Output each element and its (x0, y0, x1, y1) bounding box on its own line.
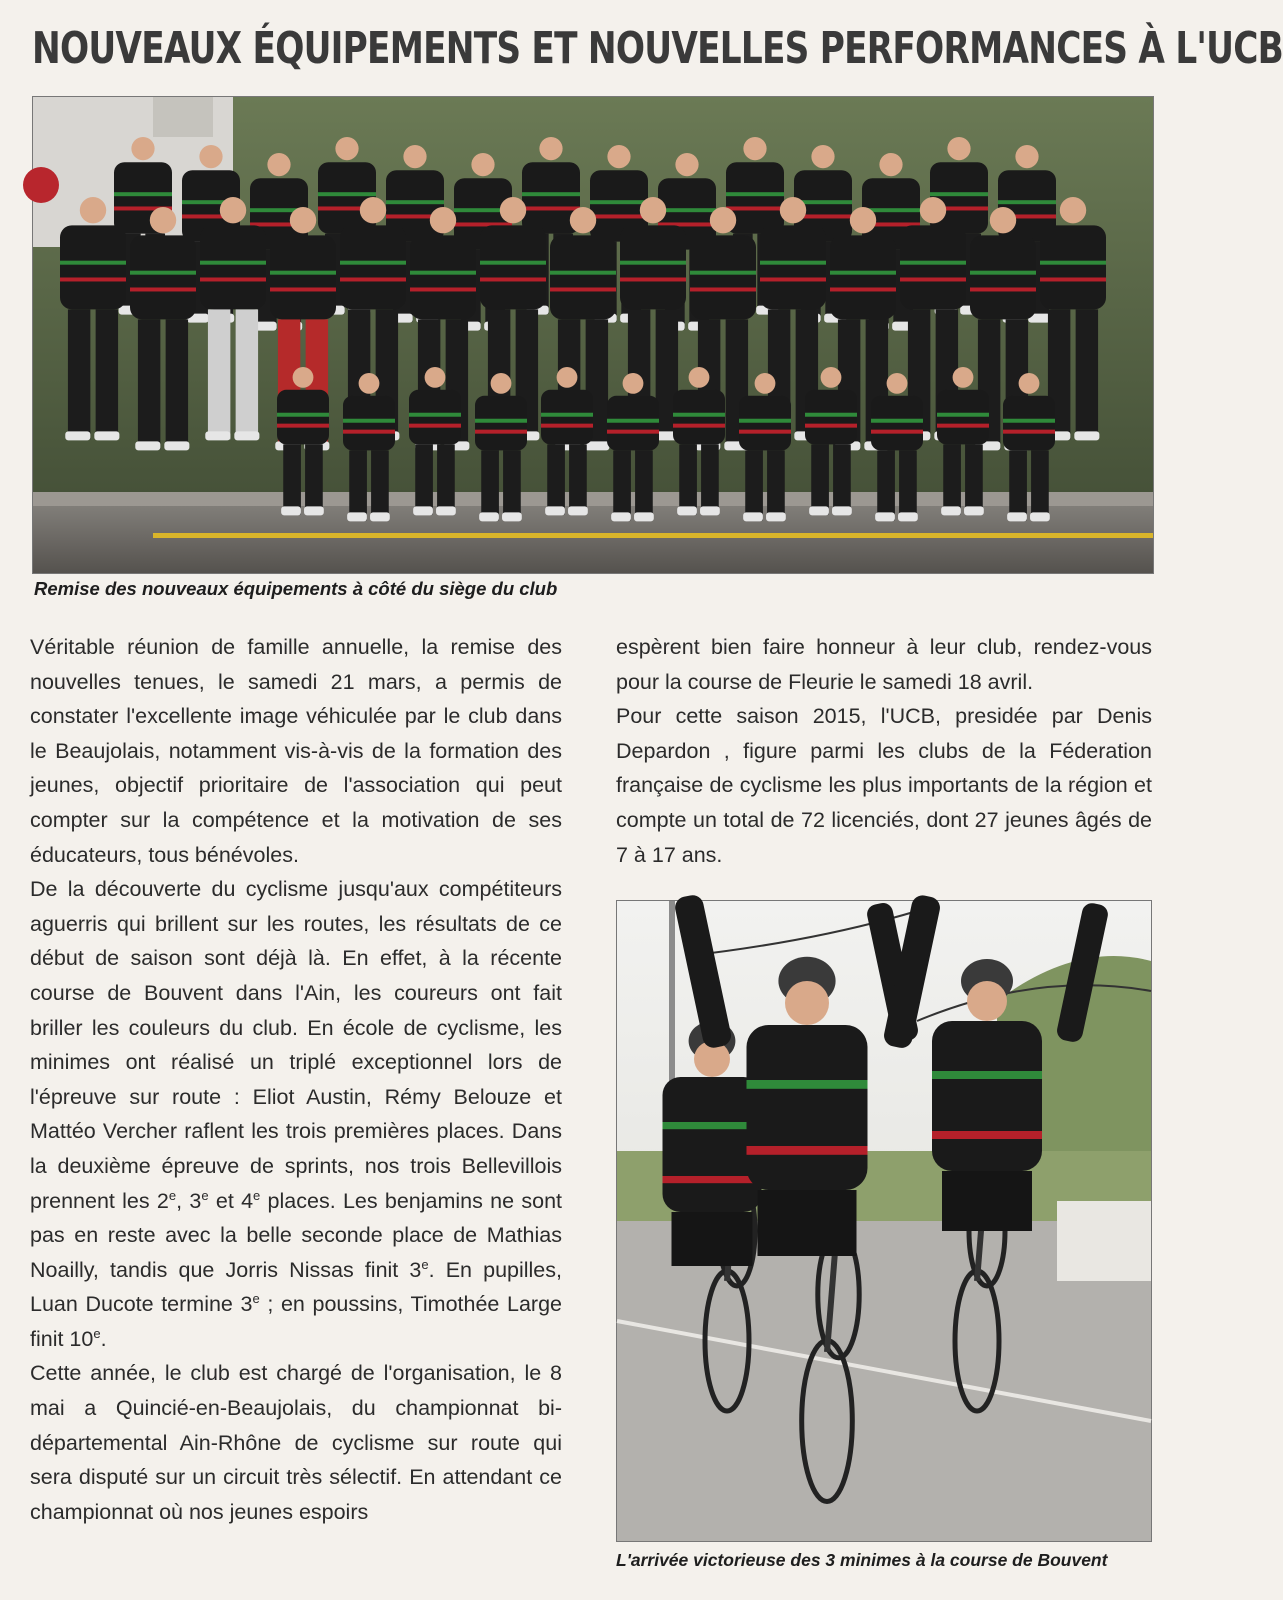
paragraph-intro: Véritable réunion de famille annuelle, la remise des nouvelles tenues, le samedi 21 mars, a permis de constater l'excellente image véhiculée par le club dans le Beaujolais, notamment vis-à-vis de la formation des jeunes, objectif prioritaire de l'association qui peut compter sur la compétence et la motivation de ses éducateurs, tous bénévoles. (30, 635, 562, 867)
article-headline: NOUVEAUX ÉQUIPEMENTS ET NOUVELLES PERFORMANCES À L'UCB (32, 23, 1283, 74)
paragraph-continuation: espèrent bien faire honneur à leur club, rendez-vous pour la course de Fleurie le samedi 18 avril. (616, 635, 1152, 694)
article-column-left (30, 630, 562, 1529)
team-photo-image (33, 97, 1153, 573)
finish-photo-caption: L'arrivée victorieuse des 3 minimes à la course de Bouvent (616, 1550, 1108, 1570)
finish-photo (616, 900, 1152, 1542)
paragraph-results: De la découverte du cyclisme jusqu'aux compétiteurs aguerris qui brillent sur les routes, les résultats de ce début de saison sont déjà là. En effet, à la récente course de Bouvent dans l'Ain, les coureurs ont fait briller les couleurs du club. En école de cyclisme, les minimes ont réalisé un triplé exceptionnel lors de l'épreuve sur route : Eliot Austin, Rémy Belouze et Mattéo Vercher raflent les trois premières places. Dans la deuxième épreuve de sprints, nos trois Bellevillois prennent les 2e, 3e et 4e places. Les benjamins ne sont pas en reste avec la belle seconde place de Mathias Noailly, tandis que Jorris Nissas finit 3e. En pupilles, Luan Ducote termine 3e ; en poussins, Timothée Large finit 10e. (30, 877, 563, 1351)
article-column-right (616, 630, 1152, 872)
team-photo-caption: Remise des nouveaux équipements à côté du siège du club (34, 578, 558, 599)
paragraph-season: Pour cette saison 2015, l'UCB, presidée par Denis Depardon , figure parmi les clubs de la Féderation française de cyclisme les plus importants de la région et compte un total de 72 licenciés, dont 27 jeunes âgés de 7 à 17 ans. (616, 704, 1152, 867)
paragraph-championship: Cette année, le club est chargé de l'organisation, le 8 mai a Quincié-en-Beaujolais, du championnat bi-départemental Ain-Rhône de cyclisme sur route qui sera disputé sur un circuit très sélectif. En attendant ce championnat où nos jeunes espoirs (30, 1361, 562, 1524)
team-photo (32, 96, 1154, 574)
finish-photo-image (617, 901, 1151, 1541)
